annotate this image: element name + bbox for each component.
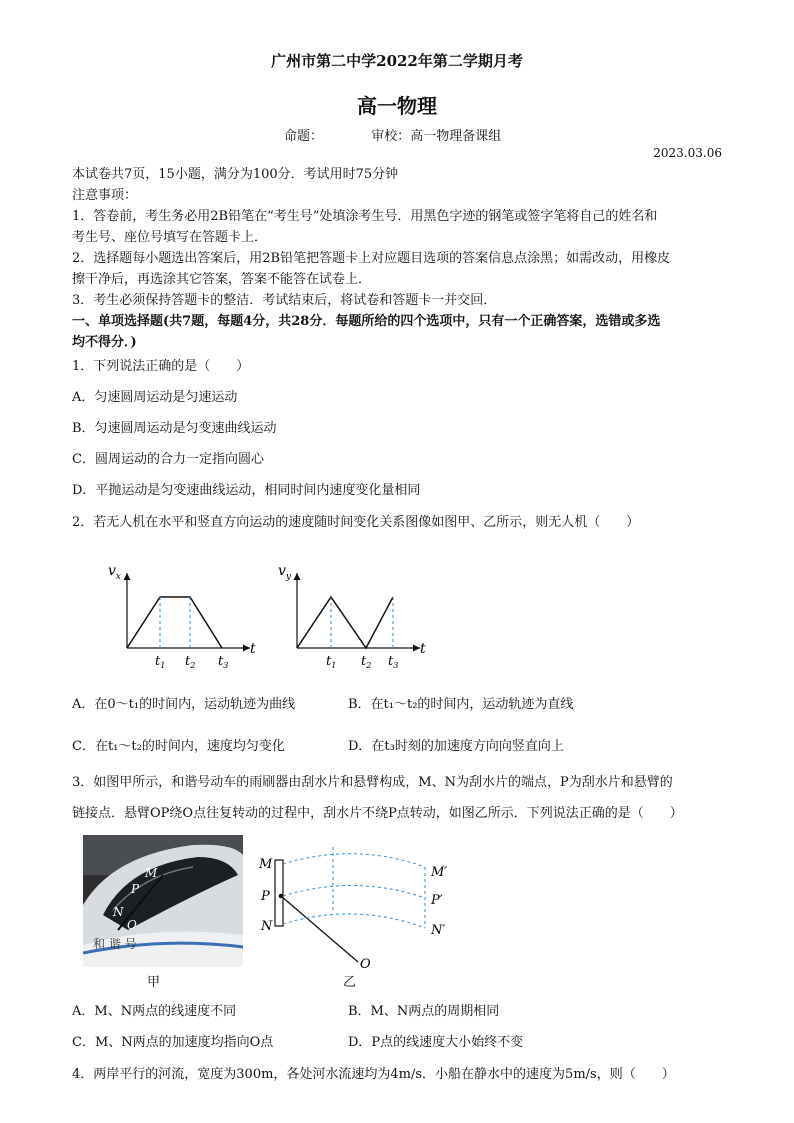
q2-option-c: C．在t₁～t₂的时间内，速度均匀变化 (72, 739, 285, 754)
vx-xlabel: t (250, 641, 256, 657)
photo-label-p: P (131, 882, 140, 896)
arc-m (283, 854, 425, 867)
exam-summary: 本试卷共7页，15小题，满分为100分．考试用时75分钟 (72, 167, 399, 182)
vy-curve (297, 597, 393, 648)
notice-title: 注意事项： (72, 188, 138, 203)
q1-option-c: C．圆周运动的合力一定指向圆心 (72, 452, 264, 467)
vx-curve (127, 597, 222, 648)
label-p-prime: P′ (431, 893, 443, 908)
vy-xlabel: t (420, 641, 426, 657)
q1-option-a: A．匀速圆周运动是匀速运动 (72, 390, 238, 405)
label-m: M (259, 857, 273, 872)
q3-stem-cont: 链接点．悬臂OP绕O点往复转动的过程中，刮水片不绕P点转动，如图乙所示．下列说法正确的是（ ） (72, 806, 683, 821)
exam-subject: 高一物理 (357, 94, 437, 118)
vy-tick-t2: $t_2$ (361, 654, 372, 670)
notice-line: 2．选择题每小题选出答案后，用2B铅笔把答题卡上对应题目选项的答案信息点涂黑；如需改动，用橡皮 (72, 251, 671, 266)
q2-graphs (100, 555, 440, 675)
vx-ylabel: $v_x$ (108, 563, 121, 582)
vx-tick-t2: $t_2$ (185, 654, 196, 670)
q2-stem: 2．若无人机在水平和竖直方向运动的速度随时间变化关系图像如图甲、乙所示，则无人机（ ） (72, 515, 640, 530)
photo-label-n: N (113, 905, 124, 919)
q4-stem: 4．两岸平行的河流，宽度为300m，各处河水流速均为4m/s．小船在静水中的速度为5m/s，则（ ） (72, 1067, 675, 1082)
q3-option-a: A．M、N两点的线速度不同 (72, 1004, 237, 1019)
exam-title: 广州市第二中学2022年第二学期月考 (271, 52, 523, 70)
wiper-diagram (255, 832, 465, 992)
q3-stem: 3．如图甲所示，和谐号动车的雨刷器由刮水片和悬臂构成，M、N为刮水片的端点，P为刮水片和悬臂的 (72, 775, 673, 790)
train-photo-drawing (83, 835, 243, 967)
q1-option-d: D．平抛运动是匀变速曲线运动，相同时间内速度变化量相同 (72, 483, 421, 498)
exam-date: 2023.03.06 (653, 146, 722, 160)
q2-option-a: A．在0～t₁的时间内，运动轨迹为曲线 (72, 697, 296, 712)
notice-line: 擦干净后，再选涂其它答案，答案不能答在试卷上． (72, 272, 372, 287)
notice-line: 考生号、座位号填写在答题卡上． (72, 230, 268, 245)
fig-caption-right: 乙 (343, 975, 357, 990)
notice-line: 3．考生必须保持答题卡的整洁．考试结束后，将试卷和答题卡一并交回． (72, 293, 497, 308)
vy-graph (278, 563, 426, 670)
q3-option-c: C．M、N两点的加速度均指向O点 (72, 1035, 274, 1050)
q3-option-b: B．M、N两点的周期相同 (348, 1004, 500, 1019)
q2-option-b: B．在t₁～t₂的时间内，运动轨迹为直线 (348, 697, 574, 712)
arc-p (283, 885, 425, 898)
vy-tick-t3: $t_3$ (388, 654, 399, 670)
vy-tick-t1: $t_1$ (326, 654, 337, 670)
vx-graph (108, 563, 256, 670)
q1-stem: 1．下列说法正确的是（ ） (72, 359, 250, 374)
photo-label-o: O (127, 918, 137, 932)
train-photo (83, 835, 243, 967)
wiper-arm (281, 896, 358, 962)
label-n: N (261, 919, 273, 934)
pivot-p (279, 894, 284, 899)
vx-tick-t3: $t_3$ (218, 654, 229, 670)
reviewer-label: 审校：高一物理备课组 (371, 129, 502, 144)
label-p: P (261, 889, 270, 904)
label-n-prime: N′ (431, 923, 446, 938)
author-label: 命题： (284, 129, 324, 144)
label-o: O (360, 957, 371, 972)
fig-caption-left: 甲 (147, 975, 161, 990)
exam-meta (284, 125, 501, 144)
q1-option-b: B．匀速圆周运动是匀变速曲线运动 (72, 421, 277, 436)
vx-tick-t1: $t_1$ (155, 654, 166, 670)
section-heading: 一、单项选择题(共7题，每题4分，共28分．每题所给的四个选项中，只有一个正确答案，选错或多选 (72, 314, 661, 329)
photo-label-m: M (145, 866, 158, 880)
section-heading-cont: 均不得分．) (72, 335, 137, 350)
train-logo-text: 和 谐 号 (93, 937, 137, 951)
q2-option-d: D．在t₃时刻的加速度方向向竖直向上 (348, 739, 564, 754)
vy-ylabel: $v_y$ (278, 563, 292, 582)
q3-option-d: D．P点的线速度大小始终不变 (348, 1035, 524, 1050)
label-m-prime: M′ (431, 865, 448, 880)
wiper-blade (275, 860, 283, 926)
notice-line: 1．答卷前，考生务必用2B铅笔在“考生号”处填涂考生号．用黑色字迹的钢笔或签字笔将自己的姓名和 (72, 209, 658, 224)
